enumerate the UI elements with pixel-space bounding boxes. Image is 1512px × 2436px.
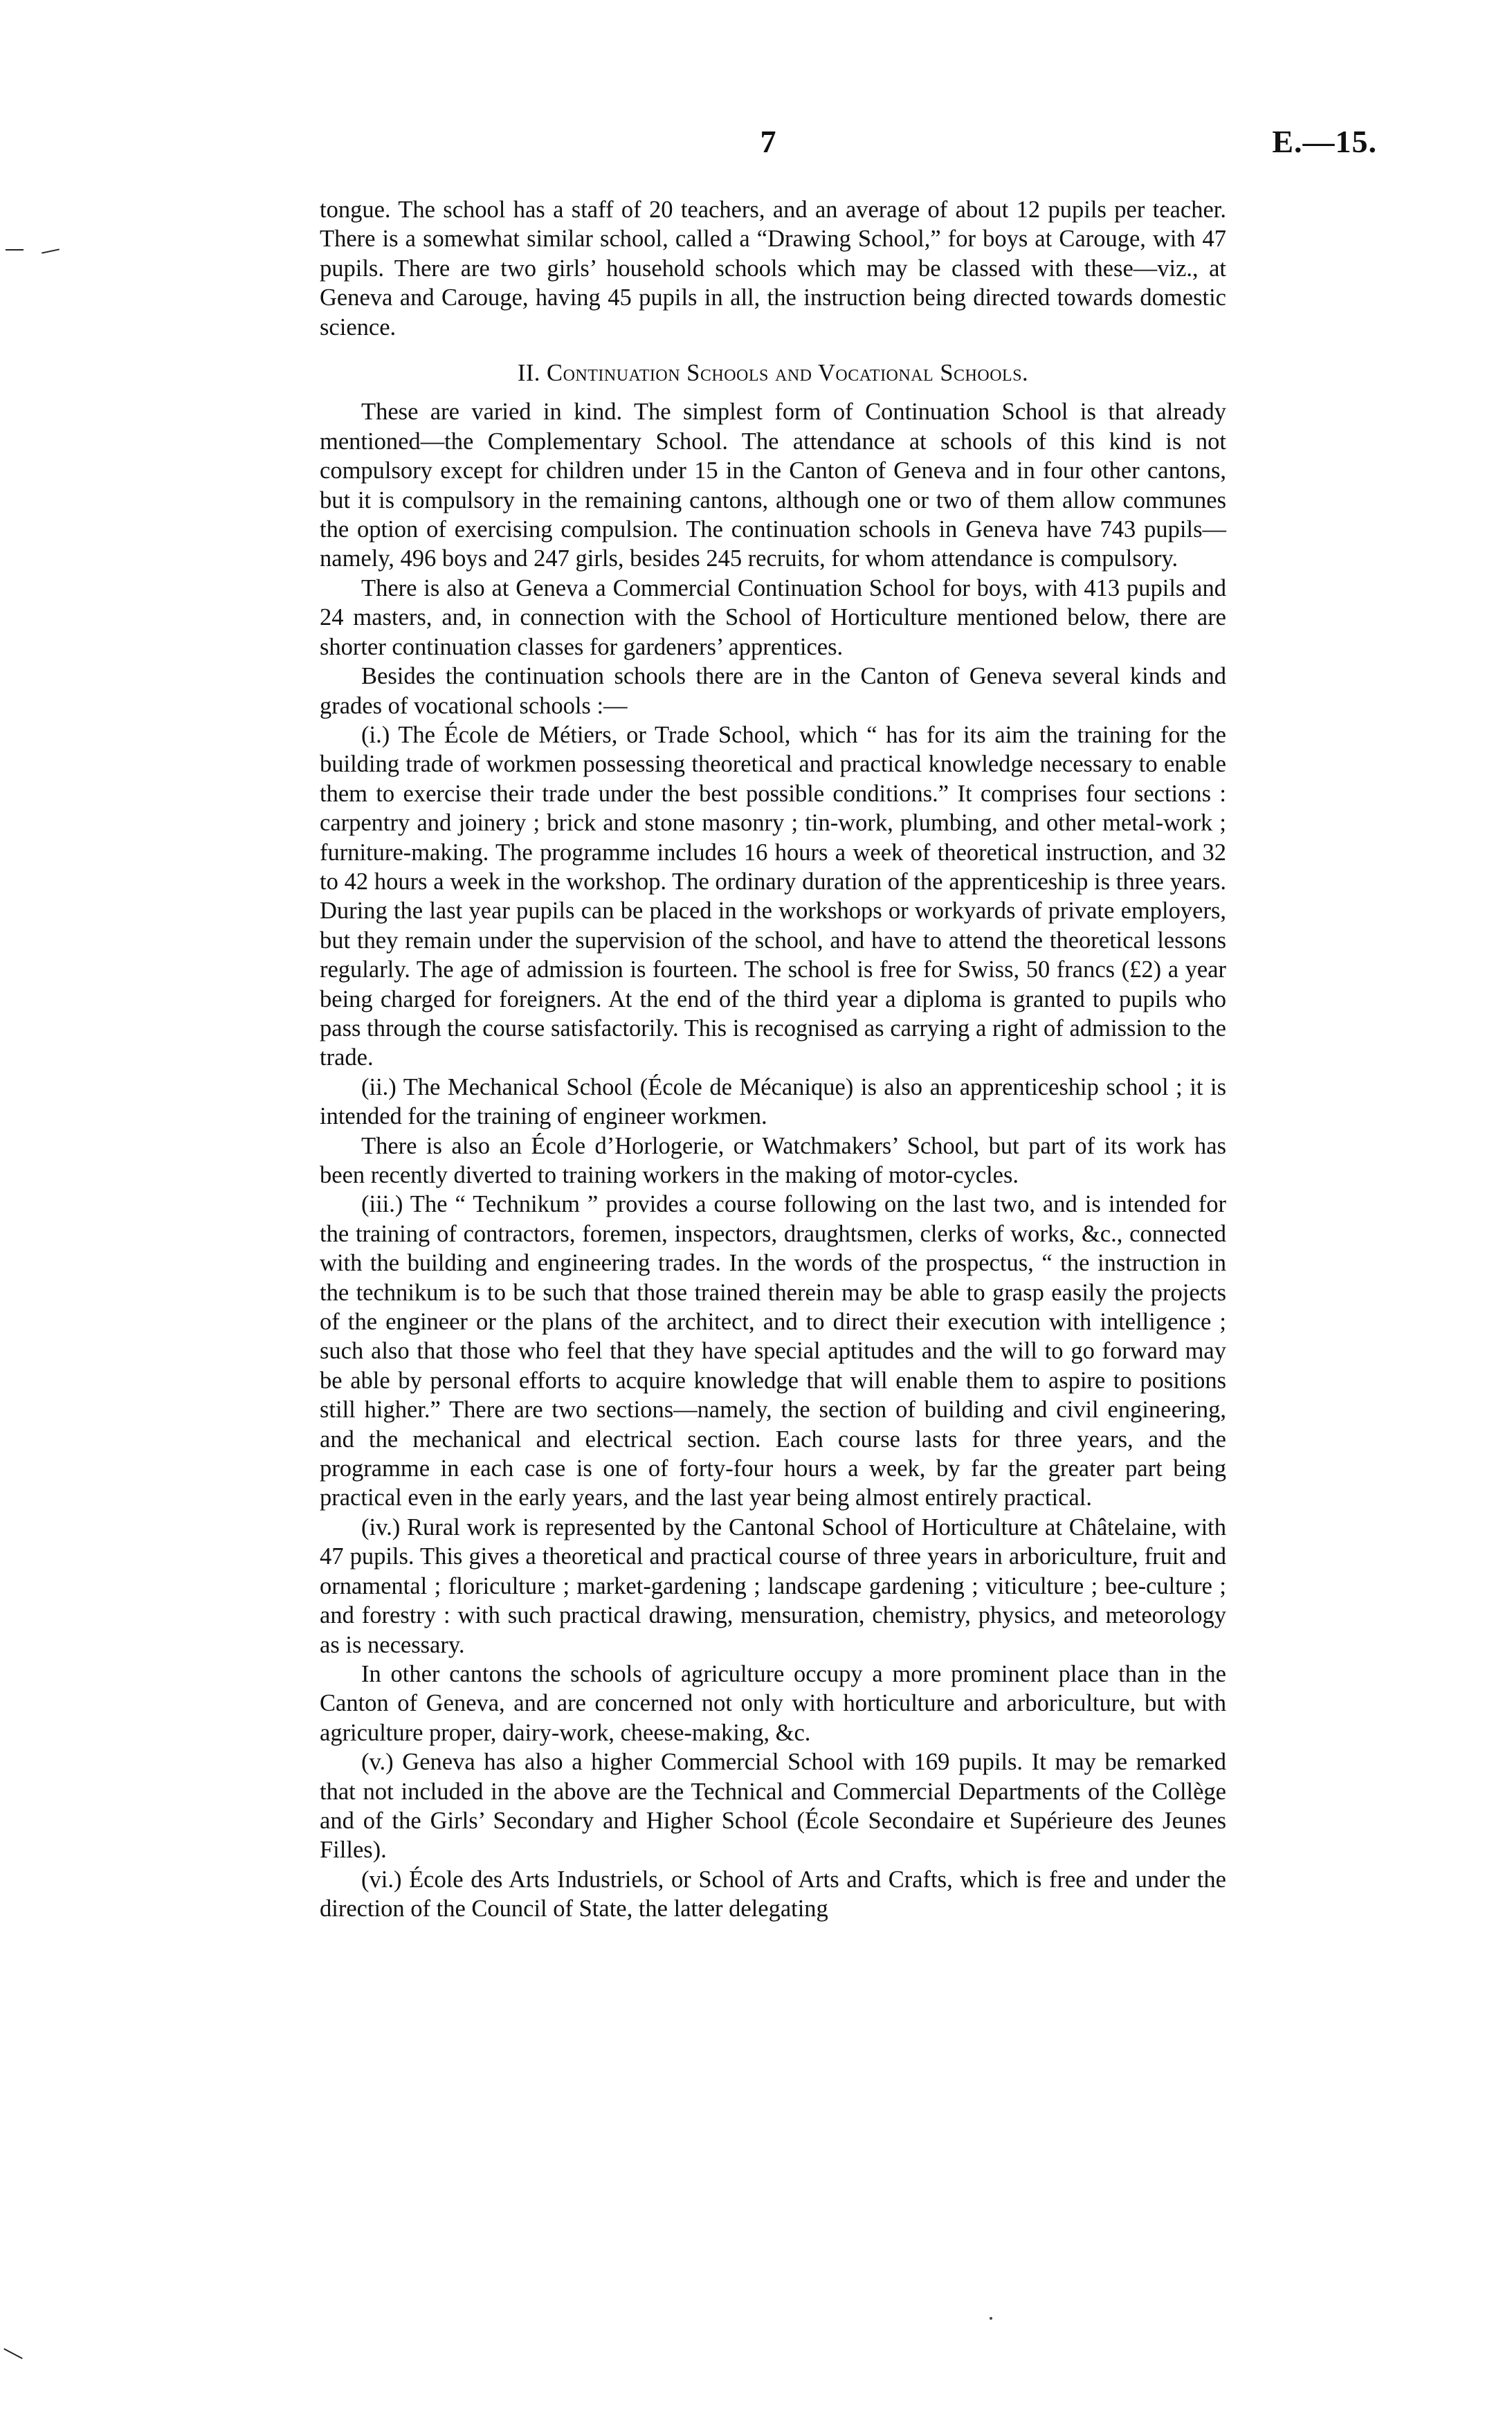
paragraph: In other cantons the schools of agriculture occupy a more prominent place than in the Canton of Geneva, and are concerned not only with horticulture and arboriculture, but with agriculture proper, dairy-work, cheese-making, &c. [320,1660,1226,1746]
paragraph: (vi.) École des Arts Industriels, or School of Arts and Crafts, which is free and under the direction of the Council of State, the latter delegating [320,1866,1226,1923]
paragraph: (iii.) The “ Technikum ” provides a course following on the last two, and is intended for the training of contractors, foremen, inspectors, draughtsmen, clerks of works, &c., connected with the building and engineering trades. In the words of the prospectus, “ the instruction in the technikum is to be such that those trained therein may be able to grasp easily the projects of the engineer or the plans of the architect, and to direct their execution with intelligence ; such also that those who feel that they have special aptitudes and the will to go forward may be able by personal efforts to acquire knowledge that will enable them to aspire to positions still higher.” There are two sections—namely, the section of building and civil engineering, and the mechanical and electrical section. Each course lasts for three years, and the programme in each case is one of forty-four hours a week, by far the greater part being practical even in the early years, and the last year being almost entirely practical. [320,1191,1226,1511]
page-number: 7 [760,124,776,159]
body-text [320,195,1226,1924]
paragraph: There is also at Geneva a Commercial Continuation School for boys, with 413 pupils and 24 masters, and, in connection with the School of Horticulture mentioned below, there are shorter continuation classes for gardeners’ apprentices. [320,574,1226,660]
paragraph: Besides the continuation schools there are in the Canton of Geneva several kinds and grades of vocational schools :— [320,663,1226,719]
margin-mark [6,249,24,251]
paragraph: These are varied in kind. The simplest form of Continuation School is that already mentioned—the Complementary School. The attendance at schools of this kind is not compulsory except for children under 15 in the Canton of Geneva and in four other cantons, but it is compulsory in the remaining cantons, although one or two of them allow communes the option of exercising compulsion. The continuation schools in Geneva have 743 pupils—namely, 496 boys and 247 girls, besides 245 recruits, for whom attendance is compulsory. [320,399,1226,572]
margin-mark [3,2348,22,2359]
paragraph-continued: tongue. The school has a staff of 20 teachers, and an average of about 12 pupils per teacher. There is a somewhat similar school, called a “Drawing School,” for boys at Carouge, with 47 pupils. There are two girls’ household schools which may be classed with these—viz., at Geneva and Carouge, having 45 pupils in all, the instruction being directed towards domestic science. [320,197,1226,340]
paragraph: There is also an École d’Horlogerie, or Watchmakers’ School, but part of its work has been recently diverted to training workers in the making of motor-cycles. [320,1132,1226,1188]
section-heading: II. Continuation Schools and Vocational Schools. [517,360,1029,387]
paragraph: (v.) Geneva has also a higher Commercial School with 169 pupils. It may be remarked that not included in the above are the Technical and Commercial Departments of the Collège and of the Girls’ Secondary and Higher School (École Secondaire et Supérieure des Jeunes Filles). [320,1749,1226,1864]
paragraph: (i.) The École de Métiers, or Trade School, which “ has for its aim the training for the building trade of workmen possessing theoretical and practical knowledge necessary to enable them to exercise their trade under the best possible conditions.” It comprises four sections : carpentry and joinery ; brick and stone masonry ; tin-work, plumbing, and other metal-work ; furniture-making. The programme includes 16 hours a week of theoretical instruction, and 32 to 42 hours a week in the workshop. The ordinary duration of the apprenticeship is three years. During the last year pupils can be placed in the workshops or workyards of private employers, but they remain under the supervision of the school, and have to attend the theoretical lessons regularly. The age of admission is fourteen. The school is free for Swiss, 50 francs (£2) a year being charged for foreigners. At the end of the third year a diploma is granted to pupils who pass through the course satisfactorily. This is recognised as carrying a right of admission to the trade. [320,721,1226,1071]
margin-mark [42,248,60,253]
paragraph: (iv.) Rural work is represented by the Cantonal School of Horticulture at Châtelaine, with 47 pupils. This gives a theoretical and practical course of three years in arboriculture, fruit and ornamental ; floriculture ; market-gardening ; landscape gardening ; viticulture ; bee-culture ; and forestry : with such practical drawing, mensuration, chemistry, physics, and meteorology as is necessary. [320,1514,1226,1658]
speck [990,2317,992,2320]
document-reference: E.—15. [1272,124,1377,159]
paragraph: (ii.) The Mechanical School (École de Mécanique) is also an apprenticeship school ; it is intended for the training of engineer workmen. [320,1073,1226,1130]
